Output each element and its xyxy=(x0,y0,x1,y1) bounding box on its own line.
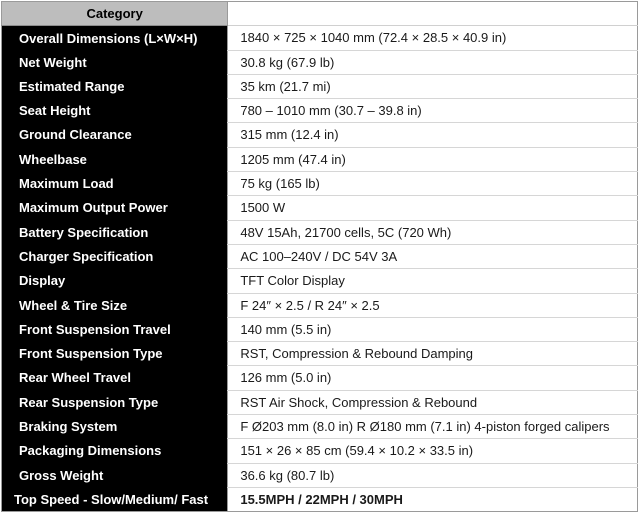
spec-value: 151 × 26 × 85 cm (59.4 × 10.2 × 33.5 in) xyxy=(228,439,638,463)
table-row xyxy=(2,244,638,268)
spec-table xyxy=(1,1,638,512)
table-header-row xyxy=(2,2,638,26)
spec-label: Gross Weight xyxy=(2,463,228,487)
table-row xyxy=(2,487,638,511)
spec-value: 30.8 kg (67.9 lb) xyxy=(228,50,638,74)
spec-label: Wheelbase xyxy=(2,147,228,171)
table-row xyxy=(2,269,638,293)
table-row xyxy=(2,415,638,439)
spec-table-body xyxy=(2,2,638,512)
spec-value: 780 – 1010 mm (30.7 – 39.8 in) xyxy=(228,99,638,123)
spec-value: 15.5MPH / 22MPH / 30MPH xyxy=(228,487,638,511)
spec-value: RST Air Shock, Compression & Rebound xyxy=(228,390,638,414)
spec-value: 48V 15Ah, 21700 cells, 5C (720 Wh) xyxy=(228,220,638,244)
spec-label: Ground Clearance xyxy=(2,123,228,147)
spec-label: Top Speed - Slow/Medium/ Fast xyxy=(2,487,228,511)
spec-value: TFT Color Display xyxy=(228,269,638,293)
spec-value: 75 kg (165 lb) xyxy=(228,172,638,196)
spec-value: F 24″ × 2.5 / R 24″ × 2.5 xyxy=(228,293,638,317)
spec-label: Rear Wheel Travel xyxy=(2,366,228,390)
spec-value: 36.6 kg (80.7 lb) xyxy=(228,463,638,487)
table-row xyxy=(2,99,638,123)
table-row xyxy=(2,439,638,463)
spec-value: 1500 W xyxy=(228,196,638,220)
table-row xyxy=(2,317,638,341)
table-row xyxy=(2,172,638,196)
spec-label: Maximum Load xyxy=(2,172,228,196)
spec-value: 1205 mm (47.4 in) xyxy=(228,147,638,171)
table-row xyxy=(2,50,638,74)
spec-value: 140 mm (5.5 in) xyxy=(228,317,638,341)
spec-label: Wheel & Tire Size xyxy=(2,293,228,317)
spec-label: Front Suspension Type xyxy=(2,342,228,366)
spec-label: Maximum Output Power xyxy=(2,196,228,220)
spec-label: Packaging Dimensions xyxy=(2,439,228,463)
spec-label: Rear Suspension Type xyxy=(2,390,228,414)
table-row xyxy=(2,293,638,317)
table-row xyxy=(2,26,638,50)
spec-value: AC 100–240V / DC 54V 3A xyxy=(228,244,638,268)
table-row xyxy=(2,463,638,487)
table-row xyxy=(2,147,638,171)
category-header: Category xyxy=(2,2,228,26)
value-header xyxy=(228,2,638,26)
spec-label: Seat Height xyxy=(2,99,228,123)
table-row xyxy=(2,342,638,366)
table-row xyxy=(2,390,638,414)
spec-label: Charger Specification xyxy=(2,244,228,268)
spec-value: 315 mm (12.4 in) xyxy=(228,123,638,147)
spec-value: F Ø203 mm (8.0 in) R Ø180 mm (7.1 in) 4-piston forged calipers xyxy=(228,415,638,439)
table-row xyxy=(2,220,638,244)
spec-label: Braking System xyxy=(2,415,228,439)
spec-label: Estimated Range xyxy=(2,74,228,98)
table-row xyxy=(2,366,638,390)
spec-label: Display xyxy=(2,269,228,293)
spec-value: 126 mm (5.0 in) xyxy=(228,366,638,390)
spec-value: 35 km (21.7 mi) xyxy=(228,74,638,98)
spec-label: Front Suspension Travel xyxy=(2,317,228,341)
table-row xyxy=(2,123,638,147)
spec-label: Battery Specification xyxy=(2,220,228,244)
spec-label: Overall Dimensions (L×W×H) xyxy=(2,26,228,50)
spec-label: Net Weight xyxy=(2,50,228,74)
table-row xyxy=(2,74,638,98)
table-row xyxy=(2,196,638,220)
spec-value: RST, Compression & Rebound Damping xyxy=(228,342,638,366)
spec-value: 1840 × 725 × 1040 mm (72.4 × 28.5 × 40.9 in) xyxy=(228,26,638,50)
